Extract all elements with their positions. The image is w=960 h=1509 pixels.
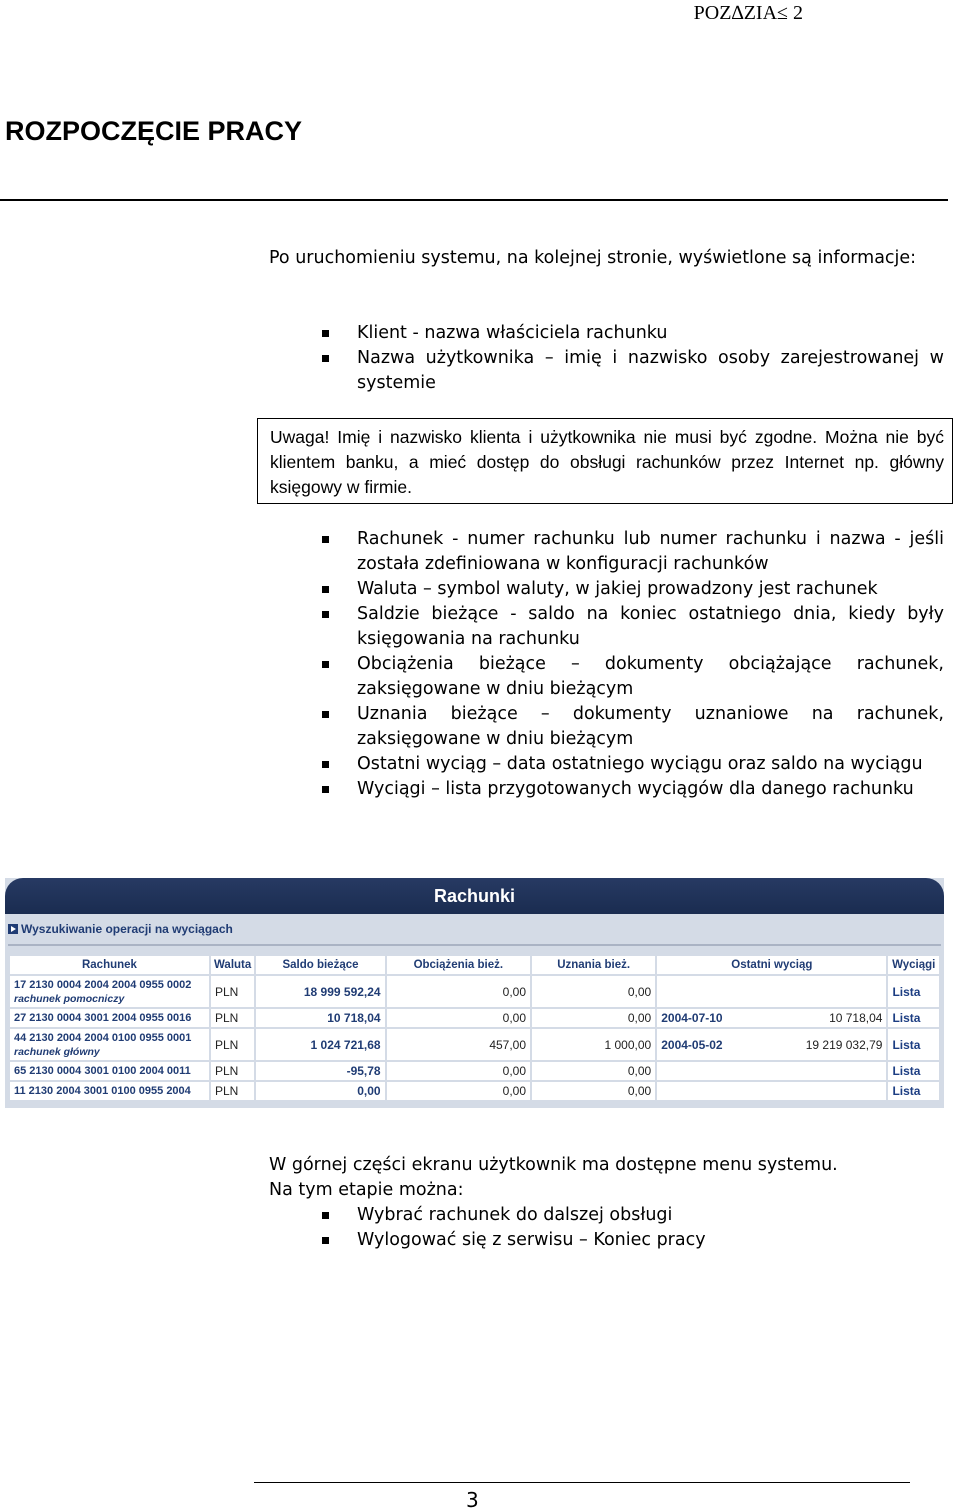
credits-cell: 1 000,00 bbox=[532, 1029, 655, 1060]
list-item: Wybrać rachunek do dalszej obsługi bbox=[322, 1203, 944, 1228]
outro-line-1: W górnej części ekranu użytkownik ma dostępne menu systemu. bbox=[269, 1155, 838, 1175]
account-cell[interactable] bbox=[10, 1009, 209, 1027]
table-row[interactable] bbox=[10, 1062, 939, 1080]
last-statement-cell bbox=[657, 1009, 886, 1027]
search-statements-label: Wyszukiwanie operacji na wyciągach bbox=[21, 922, 233, 936]
column-header-statements[interactable]: Wyciągi bbox=[888, 956, 939, 974]
table-row[interactable] bbox=[10, 976, 939, 1007]
debits-cell: 0,00 bbox=[387, 976, 530, 1007]
debits-cell: 0,00 bbox=[387, 1009, 530, 1027]
last-statement-cell bbox=[657, 1082, 886, 1100]
statements-link[interactable]: Lista bbox=[888, 1062, 939, 1080]
list-item: Ostatni wyciąg – data ostatniego wyciągu oraz saldo na wyciągu bbox=[322, 752, 944, 777]
list-item: Wyciągi – lista przygotowanych wyciągów dla danego rachunku bbox=[322, 777, 944, 802]
statements-link[interactable]: Lista bbox=[888, 1009, 939, 1027]
arrow-right-icon bbox=[8, 924, 18, 934]
accounts-screenshot bbox=[5, 878, 944, 1108]
account-number[interactable]: 17 2130 0004 2004 2004 0955 0002 bbox=[14, 978, 192, 991]
table-row[interactable] bbox=[10, 1009, 939, 1027]
account-number[interactable]: 27 2130 0004 3001 2004 0955 0016 bbox=[14, 1012, 192, 1024]
bullet-list-table-columns bbox=[322, 527, 944, 802]
account-cell[interactable] bbox=[10, 1062, 209, 1080]
account-name: rachunek pomocniczy bbox=[14, 992, 125, 1005]
credits-cell: 0,00 bbox=[532, 1082, 655, 1100]
column-header-balance[interactable]: Saldo bieżące bbox=[256, 956, 384, 974]
page-number: 3 bbox=[466, 1488, 479, 1509]
list-item: Saldzie bieżące - saldo na koniec ostatniego dnia, kiedy były księgowania na rachunku bbox=[322, 602, 944, 652]
currency-cell: PLN bbox=[211, 1062, 254, 1080]
account-name: rachunek główny bbox=[14, 1045, 100, 1058]
last-statement-cell bbox=[657, 1062, 886, 1080]
account-cell[interactable] bbox=[10, 976, 209, 1007]
column-header-last-statement[interactable]: Ostatni wyciąg bbox=[657, 956, 886, 974]
intro-paragraph: Po uruchomieniu systemu, na kolejnej stronie, wyświetlone są informacje: bbox=[269, 248, 917, 268]
bullet-list-actions bbox=[322, 1203, 944, 1253]
statement-balance: 19 219 032,79 bbox=[805, 1037, 883, 1052]
column-header-currency[interactable]: Waluta bbox=[211, 956, 254, 974]
table-row[interactable] bbox=[10, 1082, 939, 1100]
list-item: Uznania bieżące – dokumenty uznaniowe na rachunek, zaksięgowane w dniu bieżącym bbox=[322, 702, 944, 752]
list-item: Nazwa użytkownika – imię i nazwisko osoby zarejestrowanej w systemie bbox=[322, 346, 944, 396]
account-cell[interactable] bbox=[10, 1029, 209, 1060]
debits-cell: 0,00 bbox=[387, 1062, 530, 1080]
balance-cell: -95,78 bbox=[256, 1062, 384, 1080]
list-item: Waluta – symbol waluty, w jakiej prowadzony jest rachunek bbox=[322, 577, 944, 602]
accounts-title-bar: Rachunki bbox=[5, 878, 944, 914]
last-statement-cell bbox=[657, 976, 886, 1007]
statements-link[interactable]: Lista bbox=[888, 1029, 939, 1060]
list-item: Rachunek - numer rachunku lub numer rachunku i nazwa - jeśli została zdefiniowana w konfiguracji rachunków bbox=[322, 527, 944, 577]
list-item: Wylogować się z serwisu – Koniec pracy bbox=[322, 1228, 944, 1253]
credits-cell: 0,00 bbox=[532, 1009, 655, 1027]
outro-paragraph bbox=[269, 1153, 944, 1203]
list-item: Obciążenia bieżące – dokumenty obciążające rachunek, zaksięgowane w dniu bieżącym bbox=[322, 652, 944, 702]
statements-link[interactable]: Lista bbox=[888, 976, 939, 1007]
credits-cell: 0,00 bbox=[532, 976, 655, 1007]
statements-link[interactable]: Lista bbox=[888, 1082, 939, 1100]
debits-cell: 457,00 bbox=[387, 1029, 530, 1060]
debits-cell: 0,00 bbox=[387, 1082, 530, 1100]
divider bbox=[8, 944, 941, 946]
balance-cell: 10 718,04 bbox=[256, 1009, 384, 1027]
chapter-title: ROZPOCZĘCIE PRACY bbox=[5, 116, 303, 146]
currency-cell: PLN bbox=[211, 1029, 254, 1060]
statement-date: 2004-05-02 bbox=[661, 1037, 723, 1052]
last-statement-cell bbox=[657, 1029, 886, 1060]
account-number[interactable]: 65 2130 0004 3001 0100 2004 0011 bbox=[14, 1065, 191, 1077]
column-header-debits[interactable]: Obciążenia bież. bbox=[387, 956, 530, 974]
account-cell[interactable] bbox=[10, 1082, 209, 1100]
table-header-row bbox=[10, 956, 939, 974]
page-header-chapter: POZ∆ZIA≤ 2 bbox=[693, 2, 803, 24]
column-header-account[interactable]: Rachunek bbox=[10, 956, 209, 974]
statement-date: 2004-07-10 bbox=[661, 1011, 723, 1025]
list-item: Klient - nazwa właściciela rachunku bbox=[322, 321, 944, 346]
chapter-rule bbox=[0, 199, 948, 201]
balance-cell: 18 999 592,24 bbox=[256, 976, 384, 1007]
currency-cell: PLN bbox=[211, 1082, 254, 1100]
bullet-list-client-info bbox=[322, 321, 944, 396]
statement-balance: 10 718,04 bbox=[829, 1011, 883, 1025]
table-row[interactable] bbox=[10, 1029, 939, 1060]
search-statements-link[interactable] bbox=[8, 922, 233, 936]
currency-cell: PLN bbox=[211, 1009, 254, 1027]
balance-cell: 0,00 bbox=[256, 1082, 384, 1100]
footer-rule bbox=[254, 1482, 910, 1483]
column-header-credits[interactable]: Uznania bież. bbox=[532, 956, 655, 974]
currency-cell: PLN bbox=[211, 976, 254, 1007]
account-number[interactable]: 11 2130 2004 3001 0100 0955 2004 bbox=[14, 1085, 191, 1097]
accounts-table bbox=[8, 954, 941, 1102]
outro-line-2: Na tym etapie można: bbox=[269, 1180, 464, 1200]
note-box: Uwaga! Imię i nazwisko klienta i użytkownika nie musi być zgodne. Można nie być klientem banku, a mieć dostęp do obsługi rachunków przez Internet np. główny księgowy w firmie. bbox=[257, 418, 953, 504]
account-number[interactable]: 44 2130 2004 2004 0100 0955 0001 bbox=[14, 1031, 192, 1044]
credits-cell: 0,00 bbox=[532, 1062, 655, 1080]
balance-cell: 1 024 721,68 bbox=[256, 1029, 384, 1060]
